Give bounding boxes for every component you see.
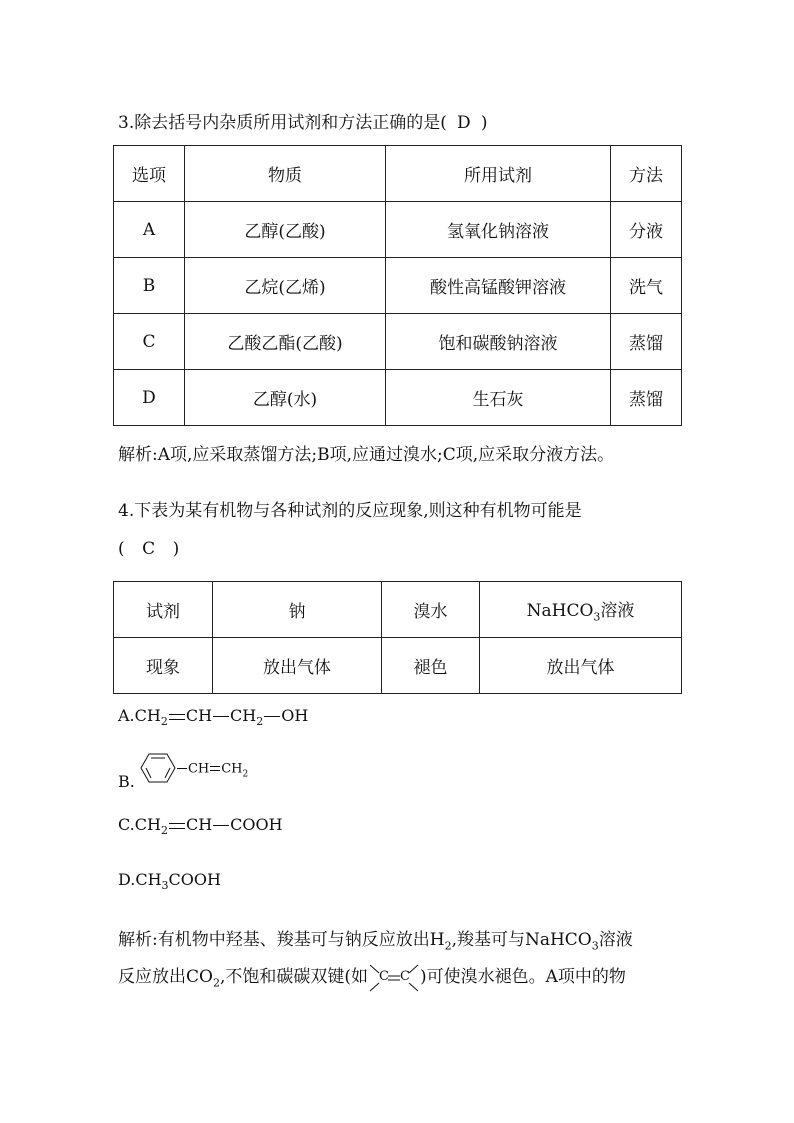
table-cell: 蒸馏 xyxy=(611,314,682,370)
table-cell: 放出气体 xyxy=(213,638,382,694)
table-row xyxy=(114,582,682,638)
option-b: B. CH $CH_2$ xyxy=(118,752,248,784)
option-a: $A.CH_2$ CH $CH_2$ OH xyxy=(118,706,309,729)
table-cell: 溴水 xyxy=(382,582,480,638)
table-cell: B xyxy=(114,258,185,314)
double-bond-icon xyxy=(169,823,185,829)
question-4-stem: 4.下表为某有机物与各种试剂的反应现象,则这种有机物可能是 xyxy=(118,501,582,521)
option-c: $C.CH_2$ CH COOH xyxy=(118,815,283,838)
table-cell: 乙烷(乙烯) xyxy=(185,258,386,314)
table-row xyxy=(114,638,682,694)
table-cell: NaHCO$_3$溶液 xyxy=(480,582,682,638)
bond-lines-icon xyxy=(368,963,420,993)
table-row xyxy=(114,258,682,314)
single-bond-icon xyxy=(213,825,229,826)
table-cell: 饱和碳酸钠溶液 xyxy=(386,314,611,370)
table-cell: 蒸馏 xyxy=(611,370,682,426)
table-cell: 钠 xyxy=(213,582,382,638)
table-cell: 洗气 xyxy=(611,258,682,314)
double-bond-icon xyxy=(169,714,185,720)
question-4-table xyxy=(113,581,682,694)
benzene-ring-icon xyxy=(140,752,176,784)
table-cell: 褪色 xyxy=(382,638,480,694)
table-cell: 放出气体 xyxy=(480,638,682,694)
table-cell: 生石灰 xyxy=(386,370,611,426)
double-bond-icon xyxy=(210,766,220,771)
option-d: $D.CH_3COOH$ xyxy=(118,870,221,893)
table-header-cell: 方法 xyxy=(611,146,682,202)
question-3-answer: D xyxy=(457,113,471,133)
table-cell: 氢氧化钠溶液 xyxy=(386,202,611,258)
table-header-cell: 物质 xyxy=(185,146,386,202)
question-4-answer-line: ( C ) xyxy=(118,539,180,559)
table-cell: 乙酸乙酯(乙酸) xyxy=(185,314,386,370)
table-header-cell: 所用试剂 xyxy=(386,146,611,202)
table-cell: D xyxy=(114,370,185,426)
table-cell: 现象 xyxy=(114,638,213,694)
table-header-cell: 选项 xyxy=(114,146,185,202)
carbon-double-bond-icon: C C xyxy=(368,966,420,990)
table-cell: C xyxy=(114,314,185,370)
question-4-analysis-line-1: 解析:有机物中羟基、羧基可与钠反应放出$H_2$,羧基可与NaHCO$_3$溶液 xyxy=(118,930,633,953)
table-cell: A xyxy=(114,202,185,258)
table-cell: 乙醇(乙酸) xyxy=(185,202,386,258)
question-4-analysis-line-2: 反应放出$CO_2$,不饱和碳碳双键(如 C C )可使溴水褪色。A项中的物 xyxy=(118,962,626,990)
table-cell: 乙醇(水) xyxy=(185,370,386,426)
single-bond-icon xyxy=(213,716,229,717)
table-cell: 酸性高锰酸钾溶液 xyxy=(386,258,611,314)
table-row xyxy=(114,370,682,426)
single-bond-icon xyxy=(177,768,187,769)
table-cell: 分液 xyxy=(611,202,682,258)
table-row xyxy=(114,202,682,258)
table-header-row xyxy=(114,146,682,202)
question-3-analysis: 解析:A项,应采取蒸馏方法;B项,应通过溴水;C项,应采取分液方法。 xyxy=(118,445,615,465)
question-4-answer: C xyxy=(142,539,156,559)
table-row xyxy=(114,314,682,370)
single-bond-icon xyxy=(264,716,280,717)
question-3-stem: 3.除去括号内杂质所用试剂和方法正确的是( D ) xyxy=(118,113,488,133)
table-cell: 试剂 xyxy=(114,582,213,638)
question-3-table xyxy=(113,145,682,426)
